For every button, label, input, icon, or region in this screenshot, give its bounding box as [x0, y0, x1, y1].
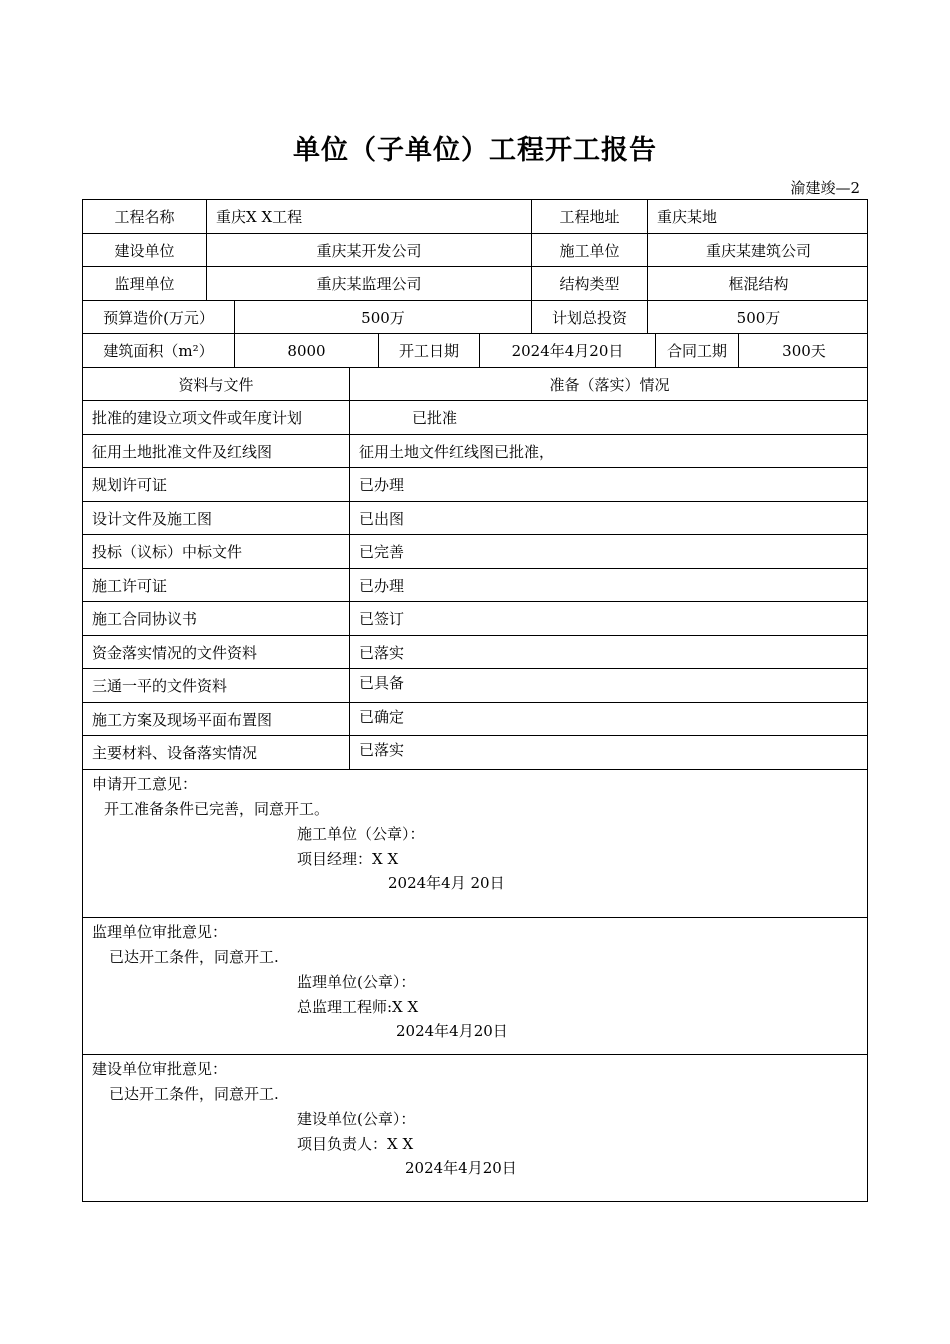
area-label: 建筑面积（m²）: [83, 334, 235, 367]
period-label: 合同工期: [656, 334, 739, 367]
doc-name: 规划许可证: [83, 468, 350, 501]
info-row: [83, 267, 867, 301]
doc-name: 主要材料、设备落实情况: [83, 736, 350, 769]
doc-name: 资金落实情况的文件资料: [83, 636, 350, 668]
area-value: 8000: [235, 334, 379, 367]
doc-row: [83, 535, 867, 569]
project-name-label: 工程名称: [83, 200, 207, 233]
supervisor-opinion: [83, 918, 867, 1055]
doc-name: 设计文件及施工图: [83, 502, 350, 534]
opinion-date: 2024年4月20日: [396, 1022, 508, 1040]
doc-row: [83, 669, 867, 703]
doc-status: 已确定: [359, 708, 405, 726]
start-date-value: 2024年4月20日: [480, 334, 656, 367]
doc-name: 施工方案及现场平面布置图: [83, 703, 350, 735]
doc-name: 投标（议标）中标文件: [83, 535, 350, 568]
docs-header-row: [83, 368, 867, 401]
contractor-label: 施工单位: [532, 234, 648, 266]
doc-row: [83, 401, 867, 435]
start-date-label: 开工日期: [379, 334, 480, 367]
doc-status: 已出图: [359, 509, 405, 528]
opinion-seal: 建设单位(公章）：: [297, 1110, 416, 1128]
docs-header-left: 资料与文件: [83, 368, 350, 400]
project-address-value: 重庆某地: [657, 208, 718, 226]
doc-name: 施工合同协议书: [83, 602, 350, 635]
doc-status: 已具备: [359, 674, 405, 692]
doc-name: 施工许可证: [83, 569, 350, 601]
budget-label: 预算造价(万元）: [83, 301, 235, 333]
builder-label: 建设单位: [83, 234, 207, 266]
doc-row: [83, 502, 867, 535]
doc-row: [83, 468, 867, 502]
opinion-date: 2024年4月 20日: [388, 874, 505, 892]
doc-status: 已办理: [359, 576, 405, 595]
project-address-label: 工程地址: [532, 200, 648, 233]
info-row: [83, 301, 867, 334]
form-number: 渝建竣—2: [790, 179, 860, 197]
builder-value: 重庆某开发公司: [207, 234, 532, 266]
doc-row: [83, 636, 867, 669]
doc-name: 三通一平的文件资料: [83, 669, 350, 702]
doc-row: [83, 736, 867, 770]
budget-value: 500万: [235, 301, 532, 333]
doc-status: 已落实: [359, 741, 405, 759]
report-table: [82, 199, 868, 1202]
info-row: [83, 334, 867, 368]
doc-status: 已完善: [359, 543, 405, 561]
report-title: 单位（子单位）工程开工报告: [293, 135, 657, 166]
info-row: [83, 234, 867, 267]
contractor-opinion: [83, 770, 867, 918]
opinion-date: 2024年4月20日: [405, 1159, 517, 1177]
doc-status: 已批准: [412, 409, 458, 427]
builder-opinion: [83, 1055, 867, 1202]
doc-status: 已办理: [359, 476, 405, 494]
planned-invest-value: 500万: [736, 308, 781, 327]
doc-status: 已签订: [359, 610, 405, 628]
opinion-heading: 建设单位审批意见：: [92, 1060, 228, 1078]
opinion-text: 已达开工条件，同意开工.: [109, 1085, 279, 1103]
planned-invest-label: 计划总投资: [532, 301, 648, 333]
opinion-text: 开工准备条件已完善，同意开工。: [104, 800, 330, 818]
supervisor-label: 监理单位: [83, 267, 207, 300]
opinion-heading: 申请开工意见：: [92, 775, 198, 793]
docs-header-right: 准备（落实）情况: [549, 375, 670, 394]
project-name-value: 重庆X X工程: [207, 200, 532, 233]
period-value: 300天: [782, 342, 826, 360]
doc-status: 已落实: [359, 643, 405, 662]
opinion-text: 已达开工条件，同意开工.: [109, 948, 279, 966]
doc-name: 征用土地批准文件及红线图: [83, 435, 350, 467]
structure-value: 框混结构: [728, 275, 789, 293]
supervisor-value: 重庆某监理公司: [207, 267, 532, 300]
info-row: [83, 200, 867, 234]
opinion-person: 项目负责人：X X: [297, 1135, 414, 1153]
doc-row: [83, 703, 867, 736]
opinion-seal: 监理单位(公章）：: [297, 973, 416, 991]
doc-name: 批准的建设立项文件或年度计划: [83, 401, 350, 434]
structure-label: 结构类型: [532, 267, 648, 300]
doc-row: [83, 569, 867, 602]
doc-row: [83, 435, 867, 468]
opinion-heading: 监理单位审批意见：: [92, 923, 228, 941]
opinion-seal: 施工单位（公章）：: [297, 825, 425, 843]
doc-status: 征用土地文件红线图已批准，: [359, 442, 555, 461]
contractor-value: 重庆某建筑公司: [705, 241, 811, 260]
opinion-person: 总监理工程师:X X: [297, 998, 419, 1016]
opinion-person: 项目经理：X X: [297, 850, 399, 868]
doc-row: [83, 602, 867, 636]
